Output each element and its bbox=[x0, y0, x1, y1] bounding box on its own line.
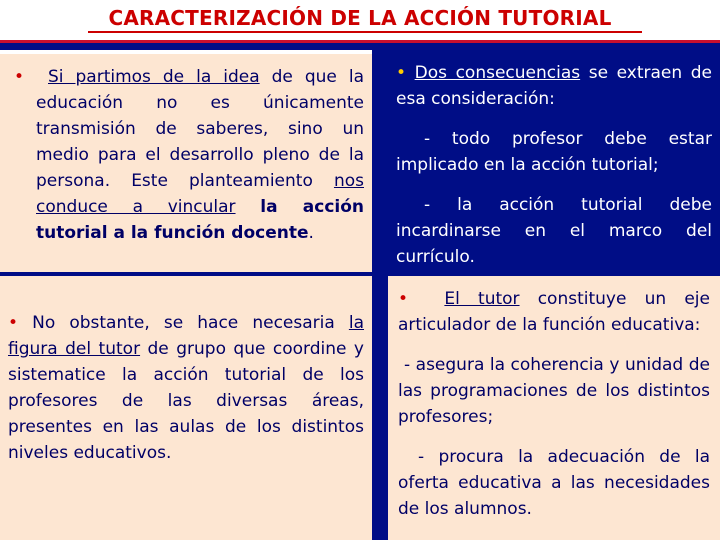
panel-top-right bbox=[388, 50, 720, 272]
paragraph-consequences bbox=[396, 60, 712, 112]
text: . bbox=[308, 223, 314, 243]
bullet-icon: • bbox=[398, 289, 409, 309]
page-title: CARACTERIZACIÓN DE LA ACCIÓN TUTORIAL bbox=[108, 6, 612, 30]
consequence-item: - la acción tutorial debe incardinarse en el marco del currículo. bbox=[396, 195, 712, 267]
text-underlined: nos conduce a vincular bbox=[36, 171, 364, 217]
text-underlined: El tutor bbox=[444, 289, 520, 309]
text: se extraen de esa consideración: bbox=[396, 63, 713, 109]
panel-top-left bbox=[0, 50, 372, 272]
tutor-item: - procura la adecuación de la oferta educativa a las necesidades de los alumnos. bbox=[398, 447, 710, 519]
text: constituye un eje articulador de la función educativa: bbox=[398, 289, 710, 335]
paragraph-idea bbox=[8, 64, 364, 246]
bullet-icon: • bbox=[396, 63, 407, 83]
text: No obstante, se hace necesaria bbox=[32, 313, 349, 333]
panel-bottom-left bbox=[0, 276, 372, 540]
text-bold: la acción tutorial a la función docente bbox=[36, 197, 365, 243]
paragraph-tutor-figure bbox=[8, 310, 364, 466]
text: de que la educación no es únicamente transmisión de saberes, sino un medio para el desarrollo pleno de la persona. Este planteamiento bbox=[36, 67, 364, 191]
header-divider bbox=[0, 40, 720, 43]
paragraph-tutor-axis bbox=[398, 286, 710, 338]
text-underlined: la figura del tutor bbox=[8, 313, 365, 359]
consequence-item: - todo profesor debe estar implicado en la acción tutorial; bbox=[396, 129, 712, 175]
bullet-icon: • bbox=[8, 313, 19, 333]
text-underlined: Dos consecuencias bbox=[414, 63, 581, 83]
text: de grupo que coordine y sistematice la acción tutorial de los profesores de las diversas áreas, presentes en las aulas de los distintos niveles educativos. bbox=[8, 339, 364, 463]
tutor-item: - asegura la coherencia y unidad de las programaciones de los distintos profesores; bbox=[398, 355, 710, 427]
text-underlined: Si partimos de la idea bbox=[48, 67, 260, 87]
bullet-icon: • bbox=[14, 67, 25, 87]
text bbox=[236, 197, 261, 217]
panel-bottom-right bbox=[388, 276, 720, 540]
title-underline bbox=[88, 31, 642, 33]
